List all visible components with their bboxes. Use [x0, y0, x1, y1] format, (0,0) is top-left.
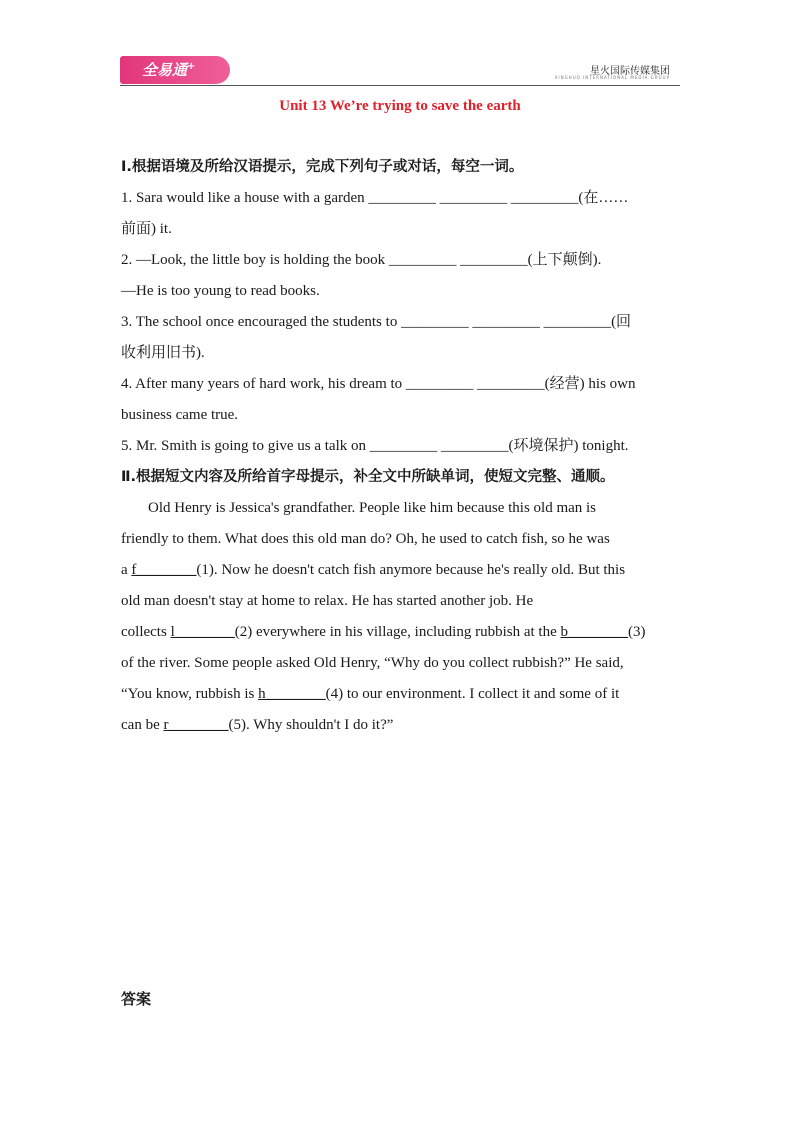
blank-3: b________ [560, 624, 628, 640]
section-1-heading: Ⅰ.根据语境及所给汉语提示，完成下列句子或对话，每空一词。 [121, 159, 524, 175]
question-line: —He is too young to read books. [121, 283, 320, 299]
exercise-content [121, 152, 681, 741]
logo-text: 全易通+ [142, 61, 196, 79]
passage-line: old man doesn't stay at home to relax. He has started another job. He [121, 593, 534, 609]
question-line: 1. Sara would like a house with a garden _________ _________ _________(在…… [121, 190, 629, 206]
publisher-subtitle: XINGHUO INTERNATIONAL MEDIA GROUP [554, 75, 670, 80]
question-line: 2. —Look, the little boy is holding the book _________ _________(上下颠倒). [121, 252, 602, 268]
blank-4: h________ [258, 686, 326, 702]
question-line: 3. The school once encouraged the students to _________ _________ _________(回 [121, 314, 632, 330]
passage-line: of the river. Some people asked Old Henry, “Why do you collect rubbish?” He said, [121, 655, 624, 671]
section-1-questions [121, 183, 681, 462]
blank-2: l________ [170, 624, 235, 640]
passage-line: “You know, rubbish is h________(4) to our environment. I collect it and some of it [121, 686, 620, 702]
page-title: Unit 13 We’re trying to save the earth [279, 98, 521, 114]
blank-5: r________ [163, 717, 229, 733]
passage-line: can be r________(5). Why shouldn't I do it?” [121, 717, 394, 733]
publisher-name: 星火国际传媒集团 [590, 66, 670, 77]
answer-heading: 答案 [121, 990, 152, 1008]
question-line: 4. After many years of hard work, his dream to _________ _________(经营) his own [121, 376, 636, 392]
question-line: 5. Mr. Smith is going to give us a talk on _________ _________(环境保护) tonight. [121, 438, 629, 454]
passage-line: friendly to them. What does this old man do? Oh, he used to catch fish, so he was [121, 531, 610, 547]
passage-line: Old Henry is Jessica's grandfather. People like him because this old man is [148, 500, 597, 516]
blank-1: f________ [131, 562, 197, 578]
brand-logo [120, 56, 230, 84]
section-2-heading: Ⅱ.根据短文内容及所给首字母提示，补全文中所缺单词，使短文完整、通顺。 [121, 469, 615, 485]
question-line: 收利用旧书). [121, 345, 205, 361]
section-2-passage [121, 493, 681, 741]
question-line: business came true. [121, 407, 239, 423]
question-line: 前面) it. [121, 221, 172, 237]
header-divider [120, 85, 680, 86]
passage-line: collects l________(2) everywhere in his village, including rubbish at the b________(3) [121, 624, 646, 640]
passage-line: a f________(1). Now he doesn't catch fish anymore because he's really old. But this [121, 562, 626, 578]
page-header [120, 56, 680, 88]
